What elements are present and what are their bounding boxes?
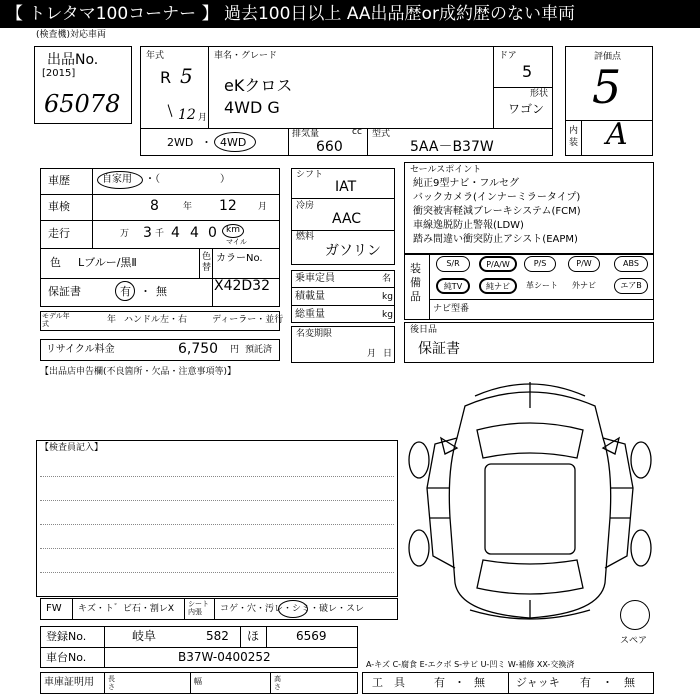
header-note: (検査機)対応車両: [36, 30, 107, 40]
equip-ext-navi: 外ナビ: [572, 281, 596, 290]
reg-label: 登録No.: [46, 630, 87, 643]
equipment-navi-label: ナビ型番: [433, 304, 470, 314]
drive-sep: ・: [201, 136, 212, 149]
cert-length: 長さ: [108, 675, 115, 691]
color-value: Lブルー/黒Ⅱ: [78, 256, 137, 269]
model-year-label: モデル年式: [42, 312, 70, 328]
gross-label: 総重量: [295, 309, 325, 320]
warranty-sep: ・: [140, 285, 151, 298]
reg-area: 岐阜: [132, 629, 157, 643]
tools-label: 工 具: [372, 676, 405, 689]
model-year-handle: ハンドル: [124, 315, 161, 325]
model-year-year: 年: [107, 315, 117, 325]
fw-label: FW: [46, 603, 62, 614]
year-slash: /: [163, 103, 178, 119]
load-label: 積載量: [295, 291, 325, 302]
recycle-label: リサイクル料金: [46, 344, 115, 355]
year-era: R: [160, 68, 172, 87]
equip-airbag: エアB: [614, 278, 648, 294]
mileage-km: km: [226, 225, 240, 235]
year-month-unit: 月: [198, 113, 208, 123]
fuel-value: ガソリン: [325, 243, 381, 259]
mileage-hundreds: 4: [171, 225, 180, 241]
inspection-month: 12: [219, 198, 237, 214]
rename-day: 日: [383, 349, 393, 359]
year-month: 12: [178, 107, 196, 123]
tools-no: 無: [474, 676, 485, 689]
warranty-label: 保証書: [48, 285, 81, 298]
year-value: 5: [180, 64, 193, 88]
car-damage-diagram: [405, 378, 655, 623]
damage-legend: A-キズ C-腐食 E-エクボ S-サビ U-凹ミ W-補修 XX-交換済: [366, 660, 575, 669]
equip-sr: S/R: [436, 256, 470, 272]
banner-title: 【 トレタマ100コーナー 】 過去100日以上 AA出品歴or成約歴のない車両: [0, 0, 700, 28]
seat-text: コゲ・穴・汚レ・シミ・破レ・スレ: [220, 604, 365, 614]
color-no-label: カラーNo.: [216, 253, 263, 264]
cert-label: 車庫証明用: [44, 677, 94, 688]
equip-leather: 革シート: [526, 281, 558, 290]
drive-4wd: 4WD: [220, 136, 247, 149]
equip-navi: 純ナビ: [479, 278, 517, 294]
jack-yes: 有: [580, 676, 591, 689]
inspector-notes-box: [36, 440, 398, 597]
seller-notes-label: 【出品店申告欄(不良箇所・欠品・注意事項等)】: [40, 367, 237, 377]
score-value: 5: [592, 60, 622, 114]
equip-abs: ABS: [614, 256, 648, 272]
load-unit: kg: [382, 292, 393, 302]
inspection-year-unit: 年: [183, 202, 193, 212]
jack-no: 無: [624, 676, 635, 689]
jack-sep: ・: [602, 676, 613, 689]
tools-yes: 有: [434, 676, 445, 689]
capacity-unit: 名: [382, 274, 392, 284]
mileage-ones: 0: [208, 225, 217, 241]
history-label: 車歴: [48, 174, 70, 187]
shift-label: シフト: [296, 170, 324, 180]
model-label: 型式: [372, 129, 391, 139]
drive-2wd: 2WD: [167, 136, 194, 149]
fuel-label: 燃料: [296, 232, 315, 242]
chassis-value: B37W-0400252: [178, 650, 271, 664]
post-docs-label: 後日品: [410, 325, 438, 335]
spare-tire-circle: [620, 600, 650, 630]
seat-label: シート内張: [188, 600, 209, 616]
displacement-value: 660: [316, 139, 343, 155]
reg-number: 6569: [296, 629, 327, 643]
body-shape-value: ワゴン: [508, 102, 545, 116]
equip-pw: P/W: [568, 256, 600, 272]
equip-tv: 純TV: [436, 278, 470, 294]
mileage-man: 万: [120, 229, 130, 239]
inspection-year: 8: [150, 198, 159, 214]
capacity-label: 乗車定員: [295, 273, 335, 284]
model-year-dealer: ディーラー・並行: [212, 315, 284, 325]
mileage-mile: マイル: [226, 238, 247, 246]
doors-label: ドア: [499, 51, 517, 61]
post-docs-value: 保証書: [418, 341, 460, 357]
model-year-hand-opts: 左・右: [160, 315, 188, 325]
recycle-value: 6,750: [178, 341, 219, 357]
displacement-label: 排気量: [292, 129, 320, 139]
inspector-notes-label: 【検査員記入】: [40, 443, 104, 453]
inspection-label: 車検: [48, 200, 70, 213]
doors-value: 5: [522, 62, 533, 81]
reg-class: 582: [206, 629, 229, 643]
sales-point-item: 踏み間違い衝突防止アシスト(EAPM): [413, 234, 578, 245]
mileage-sen: 千: [155, 229, 165, 239]
interior-label: 内装: [569, 126, 579, 148]
equip-paw: P/A/W: [479, 256, 517, 272]
body-shape-label: 形状: [530, 89, 549, 99]
ac-value: AAC: [332, 211, 362, 227]
history-rest: ・（ ）: [145, 174, 230, 185]
spare-label: スペア: [620, 636, 648, 646]
sales-point-item: 車線逸脱防止警報(LDW): [413, 220, 524, 231]
sales-points-label: セールスポイント: [410, 165, 482, 175]
sales-point-item: 衝突被害軽減ブレーキシステム(FCM): [413, 206, 581, 217]
reg-kana: ほ: [247, 629, 260, 643]
score-label: 評価点: [594, 52, 622, 62]
vehicle-label: 車名・グレード: [214, 51, 278, 61]
color-change-label: 色替: [202, 252, 212, 273]
sales-point-item: 純正9型ナビ・フルセグ: [413, 178, 519, 189]
sales-point-item: バックカメラ(インナーミラータイプ): [413, 192, 581, 203]
inspection-month-unit: 月: [258, 202, 268, 212]
mileage-sen-digit: 3: [143, 225, 152, 241]
warranty-no: 無: [156, 285, 167, 298]
recycle-status: 預託済: [245, 345, 273, 355]
lot-number: 65078: [44, 90, 121, 118]
equip-ps: P/S: [524, 256, 556, 272]
equipment-label: 装備品: [410, 262, 421, 303]
mileage-tens: 4: [190, 225, 199, 241]
vehicle-grade: 4WD G: [224, 98, 280, 117]
chassis-label: 車台No.: [46, 651, 87, 664]
gross-unit: kg: [382, 310, 393, 320]
warranty-yes: 有: [120, 285, 131, 298]
year-label: 年式: [146, 51, 165, 61]
fw-text: キズ・ト゛ビ石・割レX: [78, 604, 174, 614]
lot-year-stamp: [2015]: [42, 68, 76, 79]
cert-width: 幅: [194, 677, 202, 686]
color-no-value: X42D32: [214, 278, 270, 294]
rename-label: 名変期限: [296, 329, 333, 339]
lot-label: 出品No.: [47, 52, 99, 68]
displacement-unit: cc: [352, 127, 362, 137]
model-value: 5AA－B37W: [410, 139, 494, 155]
recycle-unit: 円: [230, 345, 240, 355]
history-value: 自家用: [102, 174, 132, 185]
interior-value: A: [606, 117, 628, 152]
vehicle-name: eKクロス: [224, 76, 293, 95]
ac-label: 冷房: [296, 201, 315, 211]
rename-month: 月: [367, 349, 377, 359]
jack-label: ジャッキ: [516, 676, 560, 689]
mileage-label: 走行: [48, 227, 70, 240]
shift-value: IAT: [335, 179, 357, 195]
tools-sep: ・: [454, 676, 465, 689]
cert-height: 高さ: [274, 675, 281, 691]
color-label: 色: [50, 256, 61, 269]
